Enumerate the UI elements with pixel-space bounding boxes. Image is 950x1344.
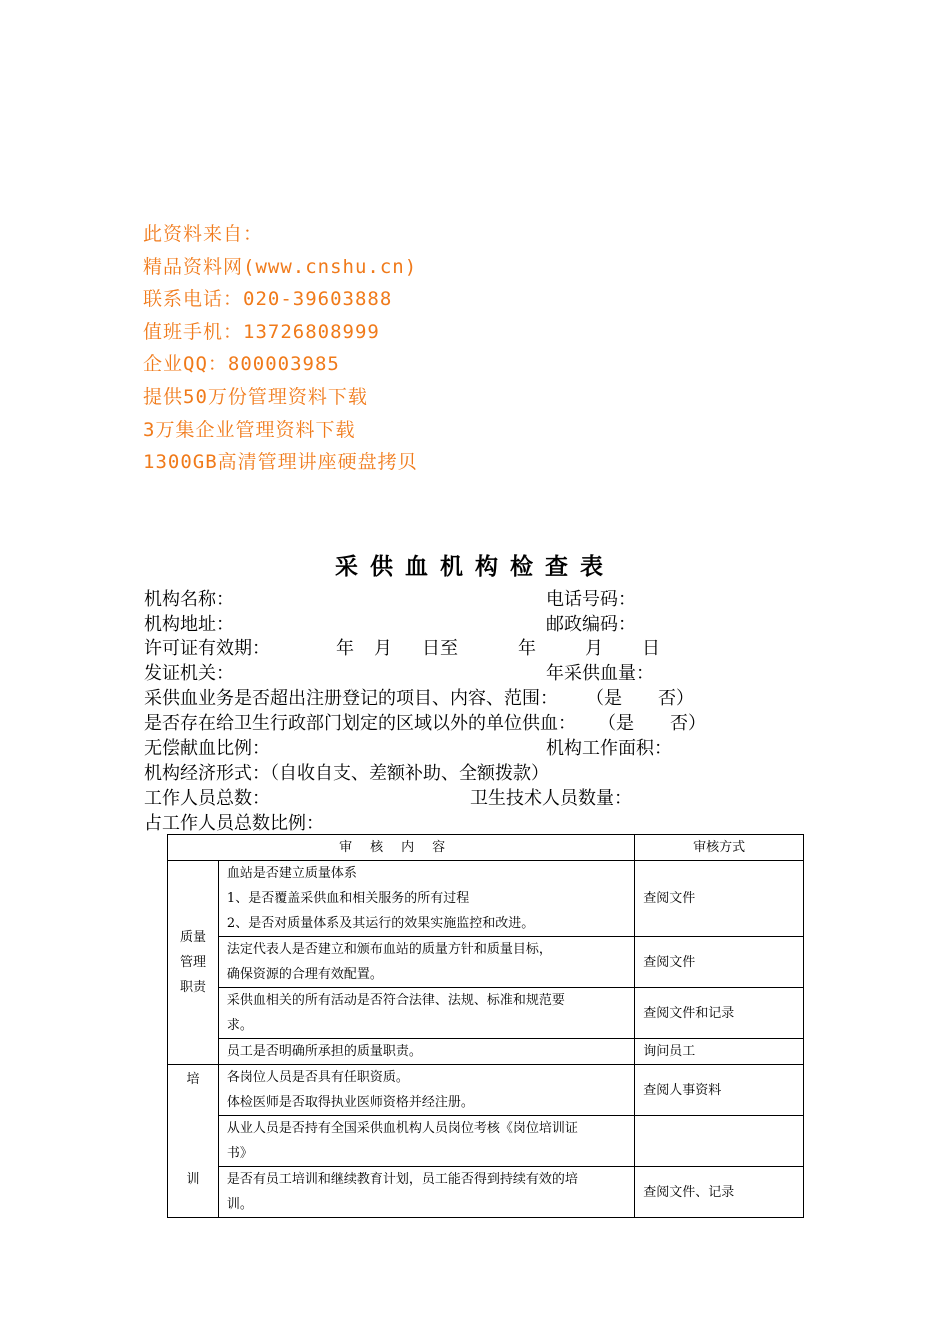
content-cell bbox=[218, 1167, 634, 1218]
promo-line: 此资料来自： bbox=[143, 223, 264, 245]
content-line: 从业人员是否持有全国采供血机构人员岗位考核《岗位培训证 bbox=[226, 1121, 578, 1136]
content-cell bbox=[218, 861, 634, 937]
content-line: 1、是否覆盖采供血和相关服务的所有过程 bbox=[226, 891, 470, 906]
content-cell bbox=[218, 1116, 634, 1167]
address-label: 机构地址： bbox=[144, 614, 234, 635]
content-cell bbox=[218, 1065, 634, 1116]
table-row bbox=[168, 1039, 804, 1065]
content-line: 采供血相关的所有活动是否符合法律、法规、标准和规范要 bbox=[226, 993, 565, 1008]
year-label: 年 bbox=[336, 638, 354, 659]
scope-question: 采供血业务是否超出注册登记的项目、内容、范围： bbox=[144, 688, 558, 709]
promo-line: 精品资料网(www.cnshu.cn) bbox=[143, 255, 418, 278]
year-label-2: 年 bbox=[518, 638, 536, 659]
content-cell bbox=[218, 1039, 634, 1065]
content-line: 血站是否建立质量体系 bbox=[226, 866, 357, 881]
promo-line: 企业QQ：800003985 bbox=[143, 353, 340, 376]
issuer-label: 发证机关： bbox=[144, 663, 234, 684]
promo-line: 联系电话：020-39603888 bbox=[143, 288, 393, 311]
method-cell bbox=[635, 1116, 804, 1167]
category-line: 培 bbox=[186, 1072, 200, 1087]
content-cell bbox=[218, 988, 634, 1039]
content-line: 确保资源的合理有效配置。 bbox=[226, 967, 383, 982]
day-to-label: 日至 bbox=[422, 638, 458, 659]
table-row bbox=[168, 1065, 804, 1116]
content-line: 求。 bbox=[226, 1018, 253, 1033]
scope-options: （是 否） bbox=[586, 688, 694, 709]
phone-label: 电话号码： bbox=[546, 589, 636, 610]
work-area-label: 机构工作面积： bbox=[546, 738, 672, 759]
postcode-label: 邮政编码： bbox=[546, 614, 636, 635]
content-line: 训。 bbox=[226, 1197, 253, 1212]
month-label-2: 月 bbox=[585, 638, 603, 659]
content-line: 各岗位人员是否具有任职资质。 bbox=[226, 1070, 409, 1085]
table-header-row bbox=[168, 835, 804, 861]
table-row bbox=[168, 988, 804, 1039]
content-line: 2、是否对质量体系及其运行的效果实施监控和改进。 bbox=[226, 916, 535, 931]
table-row bbox=[168, 861, 804, 937]
promo-line: 值班手机：13726808999 bbox=[143, 320, 380, 343]
method-cell: 查阅文件、记录 bbox=[635, 1167, 804, 1218]
content-line: 书》 bbox=[226, 1146, 253, 1161]
content-line: 体检医师是否取得执业医师资格并经注册。 bbox=[226, 1095, 474, 1110]
month-label: 月 bbox=[374, 638, 392, 659]
method-cell: 查阅人事资料 bbox=[635, 1065, 804, 1116]
content-line: 法定代表人是否建立和颁布血站的质量方针和质量目标， bbox=[226, 942, 552, 957]
category-line: 职责 bbox=[179, 980, 206, 995]
donation-ratio-label: 无偿献血比例： bbox=[144, 738, 270, 759]
org-name-label: 机构名称： bbox=[144, 589, 234, 610]
day-label-2: 日 bbox=[642, 638, 660, 659]
table-row bbox=[168, 937, 804, 988]
method-cell: 查阅文件和记录 bbox=[635, 988, 804, 1039]
category-quality bbox=[168, 861, 219, 1065]
category-line: 质量 bbox=[179, 930, 206, 945]
form-title: 采供血机构检查表 bbox=[335, 554, 615, 580]
header-method: 审核方式 bbox=[635, 835, 804, 861]
content-cell bbox=[218, 937, 634, 988]
method-cell: 查阅文件 bbox=[635, 861, 804, 937]
promo-line: 3万集企业管理资料下载 bbox=[143, 418, 356, 441]
license-valid-label: 许可证有效期： bbox=[144, 638, 270, 659]
header-content: 审核内容 bbox=[168, 835, 635, 861]
category-training bbox=[168, 1065, 219, 1218]
content-line: 是否有员工培训和继续教育计划，员工能否得到持续有效的培 bbox=[226, 1172, 578, 1187]
staff-total-label: 工作人员总数： bbox=[144, 788, 270, 809]
annual-supply-label: 年采供血量： bbox=[546, 663, 654, 684]
table-row bbox=[168, 1167, 804, 1218]
category-line: 训 bbox=[186, 1172, 200, 1187]
table-row bbox=[168, 1116, 804, 1167]
content-line: 员工是否明确所承担的质量职责。 bbox=[226, 1044, 422, 1059]
promo-line: 提供50万份管理资料下载 bbox=[143, 385, 368, 408]
promo-line: 1300GB高清管理讲座硬盘拷贝 bbox=[143, 451, 418, 474]
staff-ratio-label: 占工作人员总数比例： bbox=[144, 813, 324, 834]
category-line: 管理 bbox=[179, 955, 206, 970]
econ-form-label: 机构经济形式：（自收自支、差额补助、全额拨款） bbox=[144, 763, 549, 784]
promo-block bbox=[143, 218, 418, 479]
region-question: 是否存在给卫生行政部门划定的区域以外的单位供血： bbox=[144, 713, 576, 734]
region-options: （是 否） bbox=[598, 713, 706, 734]
method-cell: 询问员工 bbox=[635, 1039, 804, 1065]
inspection-table bbox=[167, 834, 804, 1218]
method-cell: 查阅文件 bbox=[635, 937, 804, 988]
tech-staff-label: 卫生技术人员数量： bbox=[470, 788, 632, 809]
